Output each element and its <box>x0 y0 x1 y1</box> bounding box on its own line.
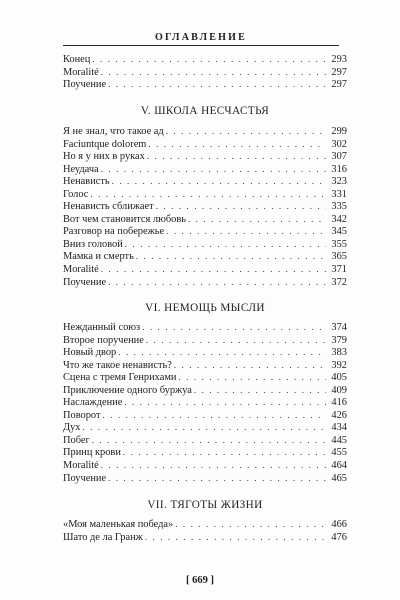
toc-entry: Я не знал, что такое ад . . . 299 <box>63 125 347 138</box>
toc-entry: Разговор на побережье . . . 345 <box>63 225 347 238</box>
toc-entry: Конец . . . 293 <box>63 53 347 66</box>
leader-dots <box>194 384 326 397</box>
leader-dots <box>166 125 326 138</box>
leader-dots <box>178 371 326 384</box>
toc-section-vi-list <box>63 321 347 484</box>
toc-entry: Поучение . . . 465 <box>63 472 347 485</box>
leader-dots <box>118 346 326 359</box>
leader-dots <box>124 396 326 409</box>
running-header <box>63 27 339 45</box>
leader-dots <box>103 409 326 422</box>
leader-dots <box>175 518 326 531</box>
page-number: [ 669 ] <box>186 575 214 586</box>
toc-entry: Moralité . . . 371 <box>63 263 347 276</box>
leader-dots <box>156 200 326 213</box>
leader-dots <box>101 459 326 472</box>
leader-dots <box>142 321 326 334</box>
leader-dots <box>101 66 326 79</box>
toc-top-list <box>63 53 347 91</box>
toc-entry: Поучение . . . 372 <box>63 276 347 289</box>
toc-entry: Что же такое ненависть? . . . 392 <box>63 359 347 372</box>
toc-entry: Мамка и смерть . . . 365 <box>63 250 347 263</box>
leader-dots <box>145 531 326 544</box>
leader-dots <box>148 138 326 151</box>
leader-dots <box>166 225 326 238</box>
section-heading: V. ШКОЛА НЕСЧАСТЬЯ <box>140 105 270 117</box>
toc-entry: Неудача . . . 316 <box>63 163 347 176</box>
leader-dots <box>101 263 326 276</box>
toc-entry: Поучение . . . 297 <box>63 78 347 91</box>
toc-entry: Но я у них в руках . . . 307 <box>63 150 347 163</box>
toc-entry: Поворот . . . 426 <box>63 409 347 422</box>
leader-dots <box>136 250 326 263</box>
leader-dots <box>174 359 326 372</box>
section-heading: VII. ТЯГОТЫ ЖИЗНИ <box>147 499 263 511</box>
toc-entry: Faciuntque dolorem . . . 302 <box>63 138 347 151</box>
leader-dots <box>108 78 326 91</box>
toc-section-vii-list <box>63 518 347 543</box>
toc-entry: Принц крови . . . 455 <box>63 446 347 459</box>
leader-dots <box>108 472 326 485</box>
toc-entry: Вот чем становится любовь . . . 342 <box>63 213 347 226</box>
toc-entry: Сцена с тремя Генрихами . . . 405 <box>63 371 347 384</box>
header-rule <box>63 45 339 46</box>
toc-entry: Наслаждение . . . 416 <box>63 396 347 409</box>
toc-entry: Побег . . . 445 <box>63 434 347 447</box>
leader-dots <box>92 434 326 447</box>
toc-entry: Приключение одного буржуа . . . 409 <box>63 384 347 397</box>
toc-entry: Шато де ла Гранж . . . 476 <box>63 531 347 544</box>
leader-dots <box>90 188 326 201</box>
leader-dots <box>101 163 326 176</box>
leader-dots <box>82 421 326 434</box>
section-heading: VI. НЕМОЩЬ МЫСЛИ <box>145 302 265 314</box>
leader-dots <box>125 238 326 251</box>
leader-dots <box>112 175 326 188</box>
toc-entry: Новый двор . . . 383 <box>63 346 347 359</box>
toc-entry: Ненависть сближает . . . 335 <box>63 200 347 213</box>
toc-entry: Ненависть . . . 323 <box>63 175 347 188</box>
leader-dots <box>146 334 326 347</box>
toc-entry: Дух . . . 434 <box>63 421 347 434</box>
toc-entry: Вниз головой . . . 355 <box>63 238 347 251</box>
toc-entry: Нежданный союз . . . 374 <box>63 321 347 334</box>
toc-entry: Moralité . . . 464 <box>63 459 347 472</box>
leader-dots <box>92 53 326 66</box>
toc-entry: Голос . . . 331 <box>63 188 347 201</box>
toc-entry: Второе поручение . . . 379 <box>63 334 347 347</box>
toc-entry: «Моя маленькая победа» . . . 466 <box>63 518 347 531</box>
running-header-text: ОГЛАВЛЕНИЕ <box>155 32 247 43</box>
toc-entry: Moralité . . . 297 <box>63 66 347 79</box>
toc-section-v-list <box>63 125 347 288</box>
leader-dots <box>188 213 326 226</box>
page-number-value: 669 <box>192 575 208 586</box>
leader-dots <box>123 446 326 459</box>
leader-dots <box>147 150 326 163</box>
leader-dots <box>108 276 326 289</box>
